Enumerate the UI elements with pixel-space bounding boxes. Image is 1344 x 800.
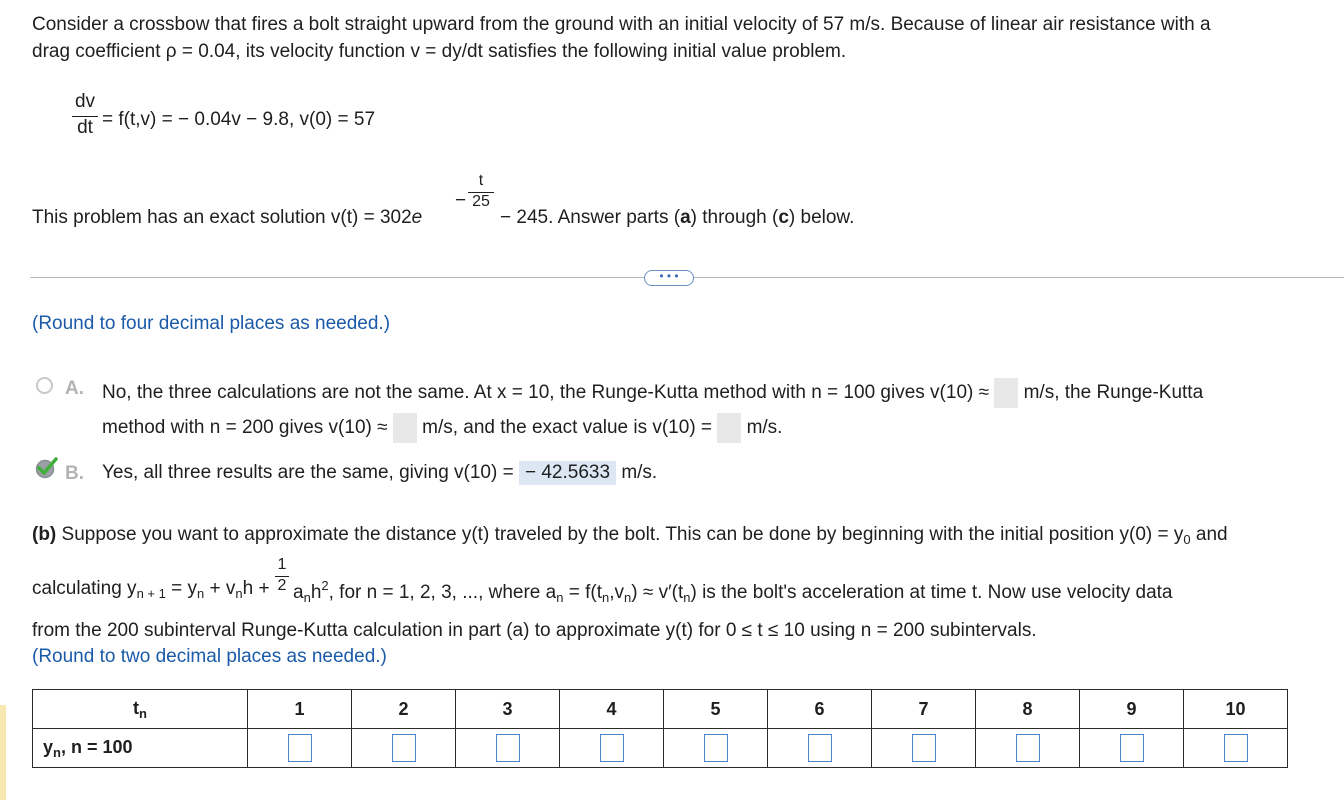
y1-input[interactable]	[288, 734, 312, 762]
ivp-equation: = f(t,v) = − 0.04v − 9.8, v(0) = 57	[102, 109, 376, 130]
round-four-note: (Round to four decimal places as needed.)	[32, 313, 391, 334]
table-header-row	[33, 690, 1288, 729]
exponent-numerator: t	[478, 172, 484, 189]
left-edge-highlight	[0, 705, 6, 800]
exact-prefix: This problem has an exact solution v(t) = 302	[32, 207, 412, 228]
y-cell	[976, 729, 1080, 768]
option-a-radio[interactable]	[36, 377, 53, 394]
rk-n100-blank	[994, 378, 1018, 408]
y5-input[interactable]	[704, 734, 728, 762]
y6-input[interactable]	[808, 734, 832, 762]
part-b-formula-left: calculating $y_{n + 1} = y_n + v_nh$ +	[32, 578, 270, 601]
y-cell	[872, 729, 976, 768]
y4-input[interactable]	[600, 734, 624, 762]
header-col: 6	[768, 690, 872, 729]
option-b-answer: − 42.5633	[519, 461, 616, 485]
option-b-text: Yes, all three results are the same, giving v(10) = − 42.5633 m/s.	[102, 462, 658, 483]
rk-n200-blank	[393, 413, 417, 443]
exact-value-blank	[717, 413, 741, 443]
option-a-line-2: method with n = 200 gives v(10) ≈ m/s, and the exact value is v(10) = m/s.	[102, 413, 782, 443]
part-b-line-3: from the 200 subinterval Runge-Kutta calculation in part (a) to approximate y(t) for 0 ≤ t ≤ 10 using n = 200 subintervals.	[32, 620, 1037, 641]
show-more-button[interactable]: • • •	[644, 270, 694, 286]
header-col: 9	[1080, 690, 1184, 729]
header-col: 3	[456, 690, 560, 729]
intro-line-2: drag coefficient ρ = 0.04, its velocity function v = dy/dt satisfies the following initial value problem.	[32, 41, 847, 62]
exponent-minus: −	[455, 190, 467, 211]
exponent-denominator: 25	[472, 193, 490, 210]
y2-input[interactable]	[392, 734, 416, 762]
header-tn: $t_n$	[33, 690, 248, 729]
y-cell	[768, 729, 872, 768]
y-cell	[1184, 729, 1288, 768]
y8-input[interactable]	[1016, 734, 1040, 762]
part-b-line-1: (b) Suppose you want to approximate the distance y(t) traveled by the bolt. This can be done by beginning with the initial position $y(0) = y_0$ and	[32, 524, 1228, 547]
y3-input[interactable]	[496, 734, 520, 762]
y-cell	[1080, 729, 1184, 768]
exponent-fraction	[468, 172, 494, 211]
y-cell	[560, 729, 664, 768]
exact-suffix: − 245. Answer parts (a) through (c) below.	[500, 207, 855, 228]
part-b-formula-right: $a_nh^2$, for n = 1, 2, 3, ..., where $a_n = f(t_n,v_n) \approx v'(t_n)$ is the bolt's acceleration at time t. Now use velocity data	[293, 578, 1173, 605]
y-cell	[456, 729, 560, 768]
row-label-yn: $y_n$, n = 100	[33, 729, 248, 768]
dv-dt-fraction	[72, 91, 98, 139]
option-b-radio[interactable]	[34, 456, 60, 480]
table-row-yn	[33, 729, 1288, 768]
y-cell	[664, 729, 768, 768]
exponential-e: e	[411, 207, 423, 228]
option-a-line-1: No, the three calculations are not the same. At x = 10, the Runge-Kutta method with n = 100 gives v(10) ≈ m/s, the Runge-Kutta	[102, 378, 1203, 408]
fraction-numerator: dv	[74, 91, 96, 112]
round-two-note: (Round to two decimal places as needed.)	[32, 646, 387, 667]
option-b-letter: B.	[65, 463, 84, 484]
header-col: 8	[976, 690, 1080, 729]
correct-check-icon	[34, 456, 60, 480]
half-fraction: 1 2	[275, 556, 289, 595]
approximation-table	[32, 689, 1288, 768]
y10-input[interactable]	[1224, 734, 1248, 762]
header-col: 5	[664, 690, 768, 729]
header-col: 7	[872, 690, 976, 729]
y9-input[interactable]	[1120, 734, 1144, 762]
fraction-denominator: dt	[77, 117, 93, 138]
header-col: 4	[560, 690, 664, 729]
option-a-letter: A.	[65, 378, 84, 399]
intro-line-1: Consider a crossbow that fires a bolt straight upward from the ground with an initial velocity of 57 m/s. Because of linear air resistance with a	[32, 14, 1211, 35]
exact-solution-text	[32, 207, 422, 229]
header-col: 10	[1184, 690, 1288, 729]
y-cell	[248, 729, 352, 768]
y-cell	[352, 729, 456, 768]
header-col: 2	[352, 690, 456, 729]
header-col: 1	[248, 690, 352, 729]
y7-input[interactable]	[912, 734, 936, 762]
